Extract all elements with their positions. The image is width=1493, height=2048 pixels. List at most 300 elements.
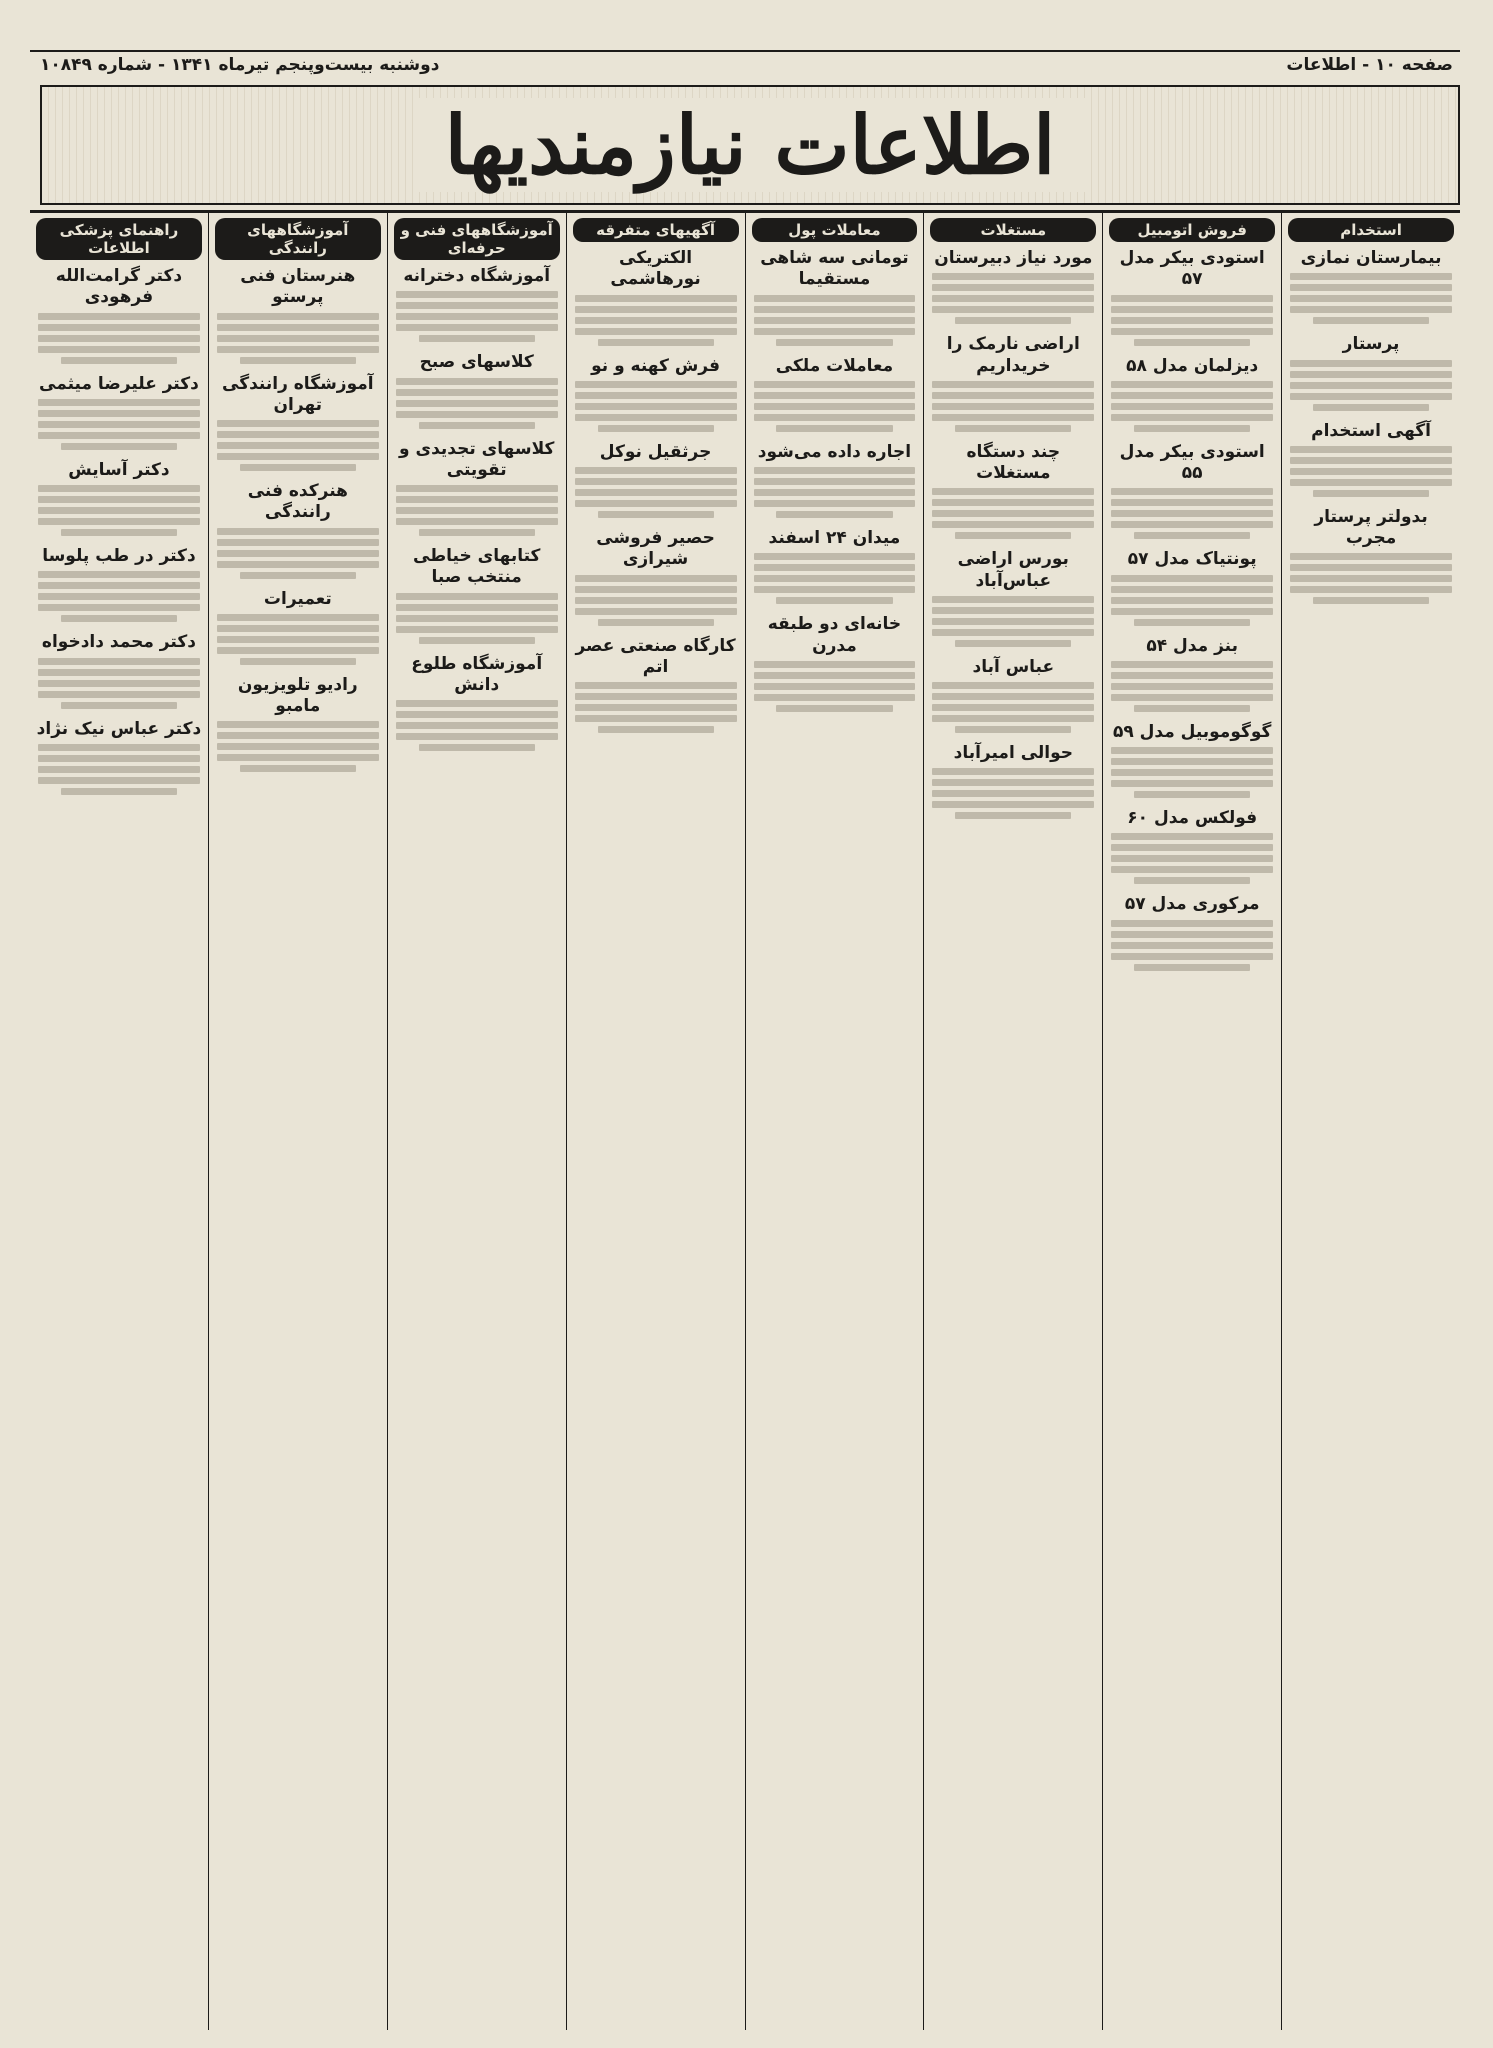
ad-text-line <box>932 768 1094 775</box>
column-0 <box>1281 210 1460 2030</box>
ad-text-line <box>932 704 1094 711</box>
ad-text-line <box>598 425 714 432</box>
ad-text-line <box>1111 942 1273 949</box>
ad-text-line <box>217 721 379 728</box>
ad-text-line <box>1111 608 1273 615</box>
ad-text-line <box>754 661 916 668</box>
ad-text-line <box>575 597 737 604</box>
ad-text-line <box>932 521 1094 528</box>
ad-text-line <box>217 561 379 568</box>
ad-text-line <box>396 604 558 611</box>
ad-text-line <box>38 658 200 665</box>
ad-text-line <box>754 317 916 324</box>
ad-text-line <box>396 626 558 633</box>
classified-ad <box>752 248 918 346</box>
ad-title: آموزشگاه دخترانه <box>403 266 551 286</box>
ad-text-line <box>1290 360 1452 367</box>
classified-ad <box>930 657 1096 733</box>
ad-text-line <box>1313 597 1429 604</box>
ad-title: استودی بیکر مدل ۵۷ <box>1119 248 1265 290</box>
ad-text-line <box>38 571 200 578</box>
ad-text-line <box>575 414 737 421</box>
ad-text-line <box>217 732 379 739</box>
ad-text-line <box>598 511 714 518</box>
ad-text-line <box>38 313 200 320</box>
section-heading: راهنمای پزشکی اطلاعات <box>36 218 202 260</box>
ad-text-line <box>38 324 200 331</box>
ad-text-line <box>217 754 379 761</box>
classified-ad <box>573 636 739 734</box>
ad-text-line <box>1111 833 1273 840</box>
ad-text-line <box>575 478 737 485</box>
ad-text-line <box>419 744 535 751</box>
ad-text-line <box>396 378 558 385</box>
ad-text-line <box>932 306 1094 313</box>
ad-text-line <box>396 302 558 309</box>
ad-text-line <box>1111 295 1273 302</box>
ad-text-line <box>575 306 737 313</box>
ad-title: هنرستان فنی پرستو <box>240 266 356 308</box>
classified-ad <box>215 481 381 579</box>
ad-text-line <box>776 339 892 346</box>
ad-text-line <box>240 765 356 772</box>
ad-title: فرش کهنه و نو <box>591 355 720 376</box>
ad-text-line <box>217 647 379 654</box>
ad-text-line <box>932 596 1094 603</box>
ad-title: آموزشگاه رانندگی تهران <box>222 373 374 415</box>
ad-title: عباس آباد <box>972 656 1055 677</box>
ad-text-line <box>754 328 916 335</box>
ad-text-line <box>38 496 200 503</box>
classified-ad <box>1109 636 1275 712</box>
ad-text-line <box>1111 683 1273 690</box>
classified-ad <box>394 352 560 428</box>
ad-text-line <box>61 529 177 536</box>
ad-text-line <box>396 518 558 525</box>
section-heading: آگهیهای متفرقه <box>573 218 739 242</box>
ad-title: کارگاه صنعتی عصر اتم <box>575 635 736 677</box>
section-heading: مستغلات <box>930 218 1096 242</box>
ad-text-line <box>1290 468 1452 475</box>
ad-text-line <box>754 489 916 496</box>
ad-text-line <box>932 488 1094 495</box>
ad-text-line <box>575 704 737 711</box>
ad-title: فولکس مدل ۶۰ <box>1127 808 1258 828</box>
column-1 <box>1102 210 1281 2030</box>
ad-text-line <box>1111 597 1273 604</box>
ad-text-line <box>575 467 737 474</box>
ad-title: حصیر فروشی شیرازی <box>596 528 715 570</box>
ad-text-line <box>38 421 200 428</box>
ad-text-line <box>396 733 558 740</box>
ad-text-line <box>38 410 200 417</box>
ad-text-line <box>1111 403 1273 410</box>
ad-text-line <box>1111 866 1273 873</box>
ad-title: کلاسهای صبح <box>419 352 534 373</box>
ad-text-line <box>1134 425 1250 432</box>
ad-text-line <box>217 431 379 438</box>
ad-text-line <box>1111 414 1273 421</box>
classified-ad <box>394 439 560 537</box>
ad-text-line <box>217 743 379 750</box>
ad-text-line <box>240 357 356 364</box>
ad-title: اراضی نارمک را خریداریم <box>946 334 1080 376</box>
issue-date: دوشنبه بیست‌وپنجم تیرماه ۱۳۴۱ - شماره ۱۰۸۴۹ <box>40 55 440 75</box>
classified-ad <box>394 546 560 644</box>
ad-title: میدان ۲۴ اسفند <box>768 528 901 548</box>
ad-text-line <box>1111 844 1273 851</box>
ad-text-line <box>1111 392 1273 399</box>
classified-ad <box>573 528 739 626</box>
ad-text-line <box>955 317 1071 324</box>
column-2 <box>923 210 1102 2030</box>
ad-text-line <box>217 335 379 342</box>
ad-text-line <box>1111 521 1273 528</box>
ad-title: الکتریکی نورهاشمی <box>610 248 701 290</box>
ad-text-line <box>217 313 379 320</box>
ad-text-line <box>396 722 558 729</box>
masthead <box>40 85 1460 205</box>
ad-text-line <box>1111 855 1273 862</box>
ad-text-line <box>1290 479 1452 486</box>
ad-text-line <box>38 593 200 600</box>
classified-ad <box>1288 248 1454 324</box>
ad-text-line <box>575 682 737 689</box>
ad-text-line <box>240 572 356 579</box>
ad-text-line <box>575 575 737 582</box>
ad-text-line <box>1290 306 1452 313</box>
ad-text-line <box>754 575 916 582</box>
ad-text-line <box>1290 371 1452 378</box>
ad-text-line <box>932 392 1094 399</box>
classified-ad <box>36 266 202 364</box>
ad-text-line <box>754 295 916 302</box>
ad-text-line <box>932 618 1094 625</box>
ad-text-line <box>1111 920 1273 927</box>
ad-text-line <box>776 511 892 518</box>
ad-text-line <box>932 693 1094 700</box>
ad-title: کلاسهای تجدیدی و تقویتی <box>399 438 555 480</box>
ad-title: پونتیاک مدل ۵۷ <box>1127 549 1257 570</box>
ad-text-line <box>754 500 916 507</box>
ad-text-line <box>396 615 558 622</box>
top-rule <box>30 50 1460 52</box>
section-heading: آموزشگاههای فنی و حرفه‌ای <box>394 218 560 260</box>
ad-text-line <box>61 615 177 622</box>
classified-ad <box>930 442 1096 540</box>
classified-ad <box>36 546 202 622</box>
ad-text-line <box>575 608 737 615</box>
ad-title: حوالی امیرآباد <box>953 743 1074 763</box>
ad-text-line <box>598 726 714 733</box>
ad-text-line <box>396 711 558 718</box>
ad-text-line <box>754 392 916 399</box>
ad-text-line <box>754 478 916 485</box>
ad-text-line <box>1134 791 1250 798</box>
ad-text-line <box>217 420 379 427</box>
ad-text-line <box>61 357 177 364</box>
ad-text-line <box>1111 931 1273 938</box>
ad-text-line <box>932 682 1094 689</box>
ad-text-line <box>598 339 714 346</box>
ad-title: مورد نیاز دبیرستان <box>934 248 1093 268</box>
classified-ad <box>1109 248 1275 346</box>
ad-text-line <box>575 317 737 324</box>
classified-ad <box>573 442 739 518</box>
ad-text-line <box>1290 564 1452 571</box>
ad-title: دیزلمان مدل ۵۸ <box>1126 355 1259 376</box>
ad-title: اجاره داده می‌شود <box>757 441 912 462</box>
ad-text-line <box>1111 488 1273 495</box>
ad-text-line <box>932 381 1094 388</box>
ad-text-line <box>1290 446 1452 453</box>
ad-text-line <box>396 700 558 707</box>
ad-text-line <box>1111 661 1273 668</box>
ad-text-line <box>1290 575 1452 582</box>
ad-text-line <box>955 532 1071 539</box>
ad-text-line <box>575 328 737 335</box>
ad-text-line <box>575 715 737 722</box>
classified-ad <box>1109 549 1275 625</box>
classified-ad <box>215 374 381 472</box>
ad-text-line <box>1111 586 1273 593</box>
ad-text-line <box>38 744 200 751</box>
ad-text-line <box>754 414 916 421</box>
page-number: صفحه ۱۰ - اطلاعات <box>1286 55 1453 75</box>
ad-text-line <box>419 335 535 342</box>
ad-text-line <box>932 801 1094 808</box>
ad-text-line <box>1111 499 1273 506</box>
ad-text-line <box>38 346 200 353</box>
ad-text-line <box>575 403 737 410</box>
ad-title: دکتر در طب پلوسا <box>42 546 196 566</box>
classified-ad <box>36 719 202 795</box>
ad-text-line <box>1111 381 1273 388</box>
ad-text-line <box>396 313 558 320</box>
ad-title: گوگوموبیل مدل ۵۹ <box>1112 721 1272 742</box>
ad-text-line <box>38 507 200 514</box>
classified-ad <box>215 675 381 773</box>
column-3 <box>745 210 924 2030</box>
ad-text-line <box>1111 758 1273 765</box>
ad-text-line <box>1111 672 1273 679</box>
ad-text-line <box>419 637 535 644</box>
ad-text-line <box>1111 317 1273 324</box>
ad-text-line <box>38 691 200 698</box>
ad-text-line <box>932 715 1094 722</box>
ad-text-line <box>1290 393 1452 400</box>
ad-text-line <box>217 539 379 546</box>
ad-text-line <box>38 777 200 784</box>
ad-text-line <box>38 680 200 687</box>
classified-ad <box>394 654 560 752</box>
ad-text-line <box>396 400 558 407</box>
column-7 <box>30 210 208 2030</box>
ad-text-line <box>776 597 892 604</box>
ad-text-line <box>1313 404 1429 411</box>
ad-text-line <box>754 586 916 593</box>
ad-text-line <box>1134 532 1250 539</box>
ad-text-line <box>396 496 558 503</box>
ad-text-line <box>754 672 916 679</box>
ad-title: بیمارستان نمازی <box>1300 248 1442 268</box>
ad-text-line <box>38 669 200 676</box>
ad-text-line <box>776 425 892 432</box>
masthead-title: اطلاعات نیازمندیها <box>415 98 1086 192</box>
classified-ad <box>1288 421 1454 497</box>
ad-text-line <box>1290 295 1452 302</box>
ad-text-line <box>598 619 714 626</box>
ad-text-line <box>932 629 1094 636</box>
ad-text-line <box>1290 273 1452 280</box>
section-heading: معاملات پول <box>752 218 918 242</box>
classified-ad <box>573 248 739 346</box>
classified-ad <box>930 743 1096 819</box>
ad-text-line <box>396 507 558 514</box>
ad-text-line <box>1290 586 1452 593</box>
ad-text-line <box>419 529 535 536</box>
ad-text-line <box>932 790 1094 797</box>
ad-title: بدولتر پرستار مجرب <box>1314 506 1428 548</box>
classified-ad <box>36 632 202 708</box>
ad-text-line <box>1290 382 1452 389</box>
ad-text-line <box>1111 953 1273 960</box>
ad-title: دکتر عباس نیک نژاد <box>36 718 202 739</box>
ad-text-line <box>575 392 737 399</box>
ad-text-line <box>754 467 916 474</box>
ad-title: کتابهای خیاطی منتخب صبا <box>412 546 541 588</box>
ad-text-line <box>754 694 916 701</box>
classified-ad <box>930 549 1096 647</box>
ad-text-line <box>38 485 200 492</box>
ad-text-line <box>38 399 200 406</box>
ad-title: جرثقیل نوکل <box>599 441 712 462</box>
ad-text-line <box>217 324 379 331</box>
ad-title: هنرکده فنی رانندگی <box>247 481 348 523</box>
ad-text-line <box>575 489 737 496</box>
ad-text-line <box>1290 457 1452 464</box>
ad-text-line <box>955 812 1071 819</box>
ad-title: دکتر گرامت‌الله فرهودی <box>55 266 183 308</box>
ad-text-line <box>217 636 379 643</box>
ad-title: تومانی سه شاهی مستقیما <box>760 248 909 290</box>
ad-text-line <box>61 443 177 450</box>
column-6 <box>208 210 387 2030</box>
section-heading: آموزشگاههای رانندگی <box>215 218 381 260</box>
ad-text-line <box>776 705 892 712</box>
ad-title: دکتر آسایش <box>68 459 170 480</box>
ad-text-line <box>217 346 379 353</box>
classified-ad <box>36 374 202 450</box>
ad-text-line <box>1313 490 1429 497</box>
ad-text-line <box>396 389 558 396</box>
ad-text-line <box>217 550 379 557</box>
classified-ad <box>1109 722 1275 798</box>
classified-ad <box>1288 507 1454 605</box>
ad-text-line <box>932 607 1094 614</box>
ad-text-line <box>932 403 1094 410</box>
ad-text-line <box>396 411 558 418</box>
ad-text-line <box>754 564 916 571</box>
ad-text-line <box>754 306 916 313</box>
ad-text-line <box>38 755 200 762</box>
ad-text-line <box>240 658 356 665</box>
classified-ad <box>573 356 739 432</box>
ad-text-line <box>932 499 1094 506</box>
classified-ad <box>1109 442 1275 540</box>
ad-text-line <box>217 528 379 535</box>
ad-title: چند دستگاه مستغلات <box>966 441 1061 483</box>
ad-text-line <box>1111 747 1273 754</box>
ad-title: استودی بیکر مدل ۵۵ <box>1119 441 1265 483</box>
ad-text-line <box>217 614 379 621</box>
classified-ad <box>36 460 202 536</box>
ad-text-line <box>1290 553 1452 560</box>
ad-text-line <box>38 432 200 439</box>
ad-text-line <box>754 683 916 690</box>
ad-title: بورس اراضی عباس‌آباد <box>957 549 1069 591</box>
classified-columns <box>30 210 1460 2030</box>
ad-text-line <box>396 291 558 298</box>
classified-ad <box>752 614 918 712</box>
ad-text-line <box>38 518 200 525</box>
ad-text-line <box>1111 780 1273 787</box>
ad-title: دکتر محمد دادخواه <box>41 632 196 653</box>
classified-ad <box>1109 894 1275 970</box>
ad-text-line <box>1290 284 1452 291</box>
classified-ad <box>930 248 1096 324</box>
ad-text-line <box>1134 619 1250 626</box>
ad-text-line <box>754 553 916 560</box>
ad-text-line <box>932 779 1094 786</box>
classified-ad <box>215 266 381 364</box>
classified-ad <box>752 442 918 518</box>
ad-text-line <box>1111 510 1273 517</box>
ad-text-line <box>396 324 558 331</box>
ad-text-line <box>1111 694 1273 701</box>
classified-ad <box>1288 334 1454 410</box>
ad-title: مرکوری مدل ۵۷ <box>1124 894 1260 915</box>
ad-text-line <box>1111 328 1273 335</box>
ad-text-line <box>932 414 1094 421</box>
ad-text-line <box>932 273 1094 280</box>
ad-text-line <box>575 381 737 388</box>
ad-text-line <box>754 403 916 410</box>
ad-text-line <box>932 510 1094 517</box>
classified-ad <box>1109 808 1275 884</box>
ad-title: آگهی استخدام <box>1311 420 1432 441</box>
ad-text-line <box>61 788 177 795</box>
ad-text-line <box>575 693 737 700</box>
section-heading: فروش اتومبیل <box>1109 218 1275 242</box>
ad-title: تعمیرات <box>263 588 332 609</box>
ad-text-line <box>419 422 535 429</box>
classified-ad <box>215 589 381 665</box>
classified-ad <box>394 266 560 342</box>
ad-title: بنز مدل ۵۴ <box>1146 635 1238 656</box>
ad-text-line <box>38 335 200 342</box>
ad-text-line <box>396 485 558 492</box>
ad-title: آموزشگاه طلوع دانش <box>411 653 543 695</box>
classified-ad <box>752 528 918 604</box>
ad-text-line <box>396 593 558 600</box>
section-heading: استخدام <box>1288 218 1454 242</box>
ad-text-line <box>575 586 737 593</box>
ad-text-line <box>932 284 1094 291</box>
ad-text-line <box>217 453 379 460</box>
ad-text-line <box>38 766 200 773</box>
ad-text-line <box>1111 769 1273 776</box>
